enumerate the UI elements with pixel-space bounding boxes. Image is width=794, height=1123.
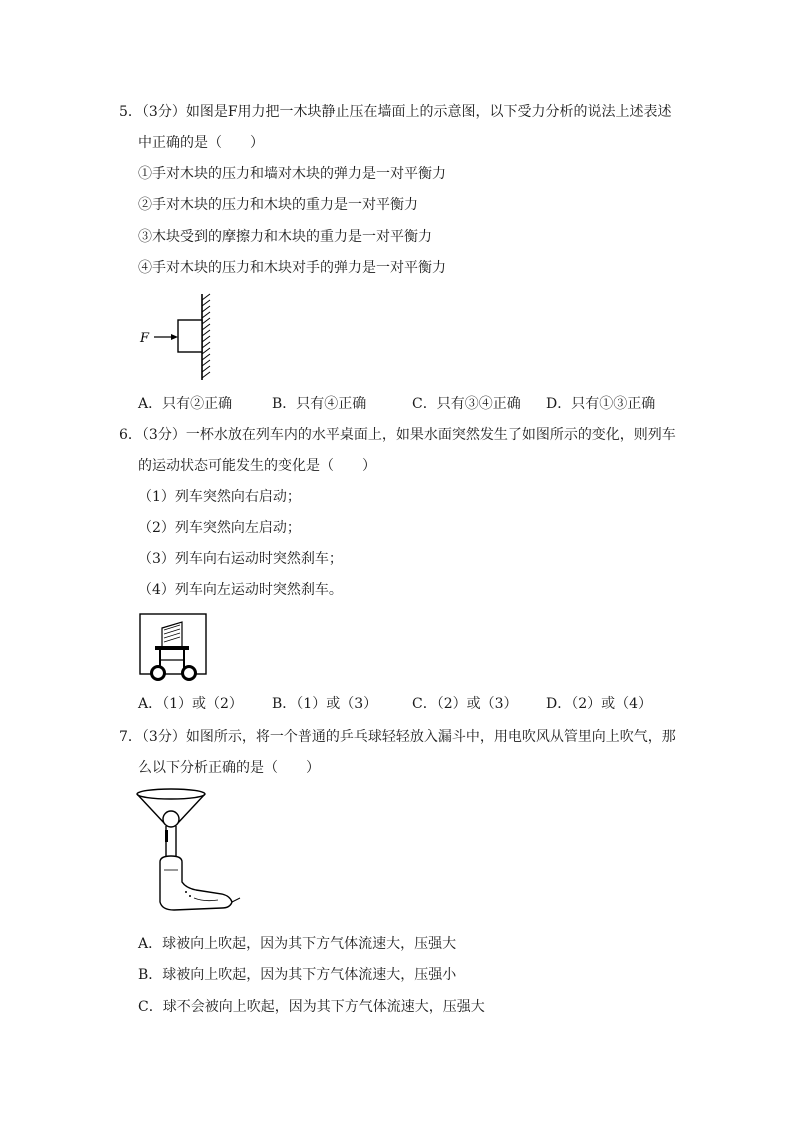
q7-option-a[interactable]: A．球被向上吹起，因为其下方气体流速大，压强大	[138, 936, 457, 952]
q5-option-a[interactable]: A．只有②正确	[138, 396, 233, 412]
q5-force-label: F	[140, 331, 150, 346]
q6-option-b[interactable]: B．（1）或（3）	[272, 696, 378, 712]
q5-statement-4: ④手对木块的压力和木块对手的弹力是一对平衡力	[138, 260, 446, 276]
q6-option-c[interactable]: C．（2）或（3）	[412, 696, 518, 712]
q5-statement-1: ①手对木块的压力和墙对木块的弹力是一对平衡力	[138, 166, 446, 182]
q6-statement-4: （4）列车向左运动时突然刹车。	[138, 582, 343, 598]
q7-option-b[interactable]: B．球被向上吹起，因为其下方气体流速大，压强小	[138, 967, 457, 983]
q7-stem-line2: 么以下分析正确的是（ ）	[138, 760, 320, 776]
q5-statement-2: ②手对木块的压力和木块的重力是一对平衡力	[138, 197, 418, 213]
q5-option-c[interactable]: C．只有③④正确	[412, 396, 521, 412]
q6-option-a[interactable]: A．（1）或（2）	[138, 696, 243, 712]
q5-option-b[interactable]: B．只有④正确	[272, 396, 367, 412]
q6-stem-line2: 的运动状态可能发生的变化是（ ）	[138, 458, 376, 474]
q6-statement-3: （3）列车向右运动时突然刹车；	[138, 551, 343, 567]
q5-stem-line2: 中正确的是（ ）	[138, 135, 264, 151]
q5-option-d[interactable]: D．只有①③正确	[546, 396, 656, 412]
q6-statement-1: （1）列车突然向右启动；	[138, 489, 301, 505]
q7-option-c[interactable]: C．球不会被向上吹起，因为其下方气体流速大，压强大	[138, 999, 485, 1015]
q5-stem-line1: 5．（3分）如图是F用力把一木块静止压在墙面上的示意图，以下受力分析的说法上述表述	[119, 104, 672, 120]
q7-stem-line1: 7．（3分）如图所示，将一个普通的乒乓球轻轻放入漏斗中，用电吹风从管里向上吹气，那	[119, 729, 676, 745]
q7-funnel-dryer-figure	[134, 786, 234, 926]
q6-option-d[interactable]: D．（2）或（4）	[546, 696, 653, 712]
q6-statement-2: （2）列车突然向左启动；	[138, 520, 301, 536]
q5-statement-3: ③木块受到的摩擦力和木块的重力是一对平衡力	[138, 229, 432, 245]
q6-stem-line1: 6．（3分）一杯水放在列车内的水平桌面上，如果水面突然发生了如图所示的变化，则列车	[119, 427, 676, 443]
q6-train-cup-figure	[138, 612, 210, 682]
q5-wall-block-figure	[136, 290, 216, 382]
